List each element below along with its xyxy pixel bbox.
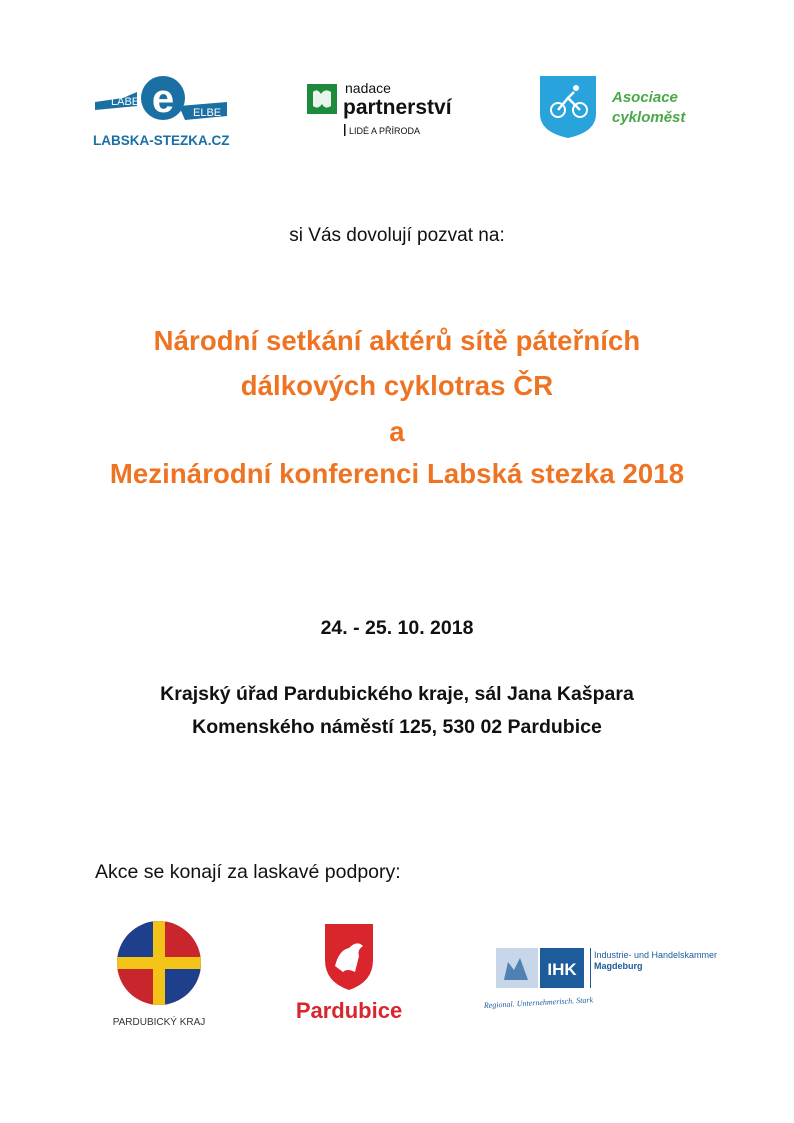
nadace-tagline: LIDÉ A PŘÍRODA: [349, 126, 421, 136]
nadace-small: nadace: [345, 80, 391, 96]
elbe-text: ELBE: [193, 107, 222, 119]
venue-line-1: Krajský úřad Pardubického kraje, sál Jana Kašpara: [160, 683, 634, 705]
labe-text: LABE: [111, 96, 140, 108]
labska-stezka-logo: [93, 72, 233, 150]
title-line-4: Mezinárodní konferenci Labská stezka 2018: [109, 458, 685, 489]
asociace-cyklomest-logo: [538, 70, 708, 140]
ihk-abbr: IHK: [547, 960, 577, 979]
pardubicky-kraj-logo: [100, 913, 218, 1031]
labska-url: LABSKA-STEZKA.CZ: [93, 133, 230, 148]
pardubice-logo: [285, 920, 413, 1028]
title-line-3: a: [389, 416, 405, 447]
ihk-slogan: Regional. Unternehmerisch. Stark: [483, 995, 594, 1010]
kraj-label: PARDUBICKÝ KRAJ: [112, 1017, 206, 1028]
intro-text: si Vás dovolují pozvat na:: [289, 225, 505, 246]
title-line-2: dálkových cyklotras ČR: [240, 370, 554, 401]
title-line-1: Národní setkání aktérů sítě páteřních: [153, 325, 641, 356]
ihk-magdeburg-logo: [478, 940, 723, 1020]
cyklomest-line2: cykloměst: [612, 109, 686, 126]
e-letter: e: [151, 77, 175, 121]
support-text: Akce se konají za laskavé podpory:: [95, 861, 401, 883]
nadace-big: partnerství: [343, 96, 452, 119]
ihk-line2: Magdeburg: [594, 961, 643, 971]
pardubice-label: Pardubice: [295, 998, 403, 1023]
nadace-partnerstvi-logo: [305, 78, 495, 140]
ihk-line1: Industrie- und Handelskammer: [594, 950, 718, 960]
event-date: 24. - 25. 10. 2018: [320, 617, 474, 639]
venue-line-2: Komenského náměstí 125, 530 02 Pardubice: [192, 716, 602, 738]
cyklomest-line1: Asociace: [612, 89, 678, 106]
